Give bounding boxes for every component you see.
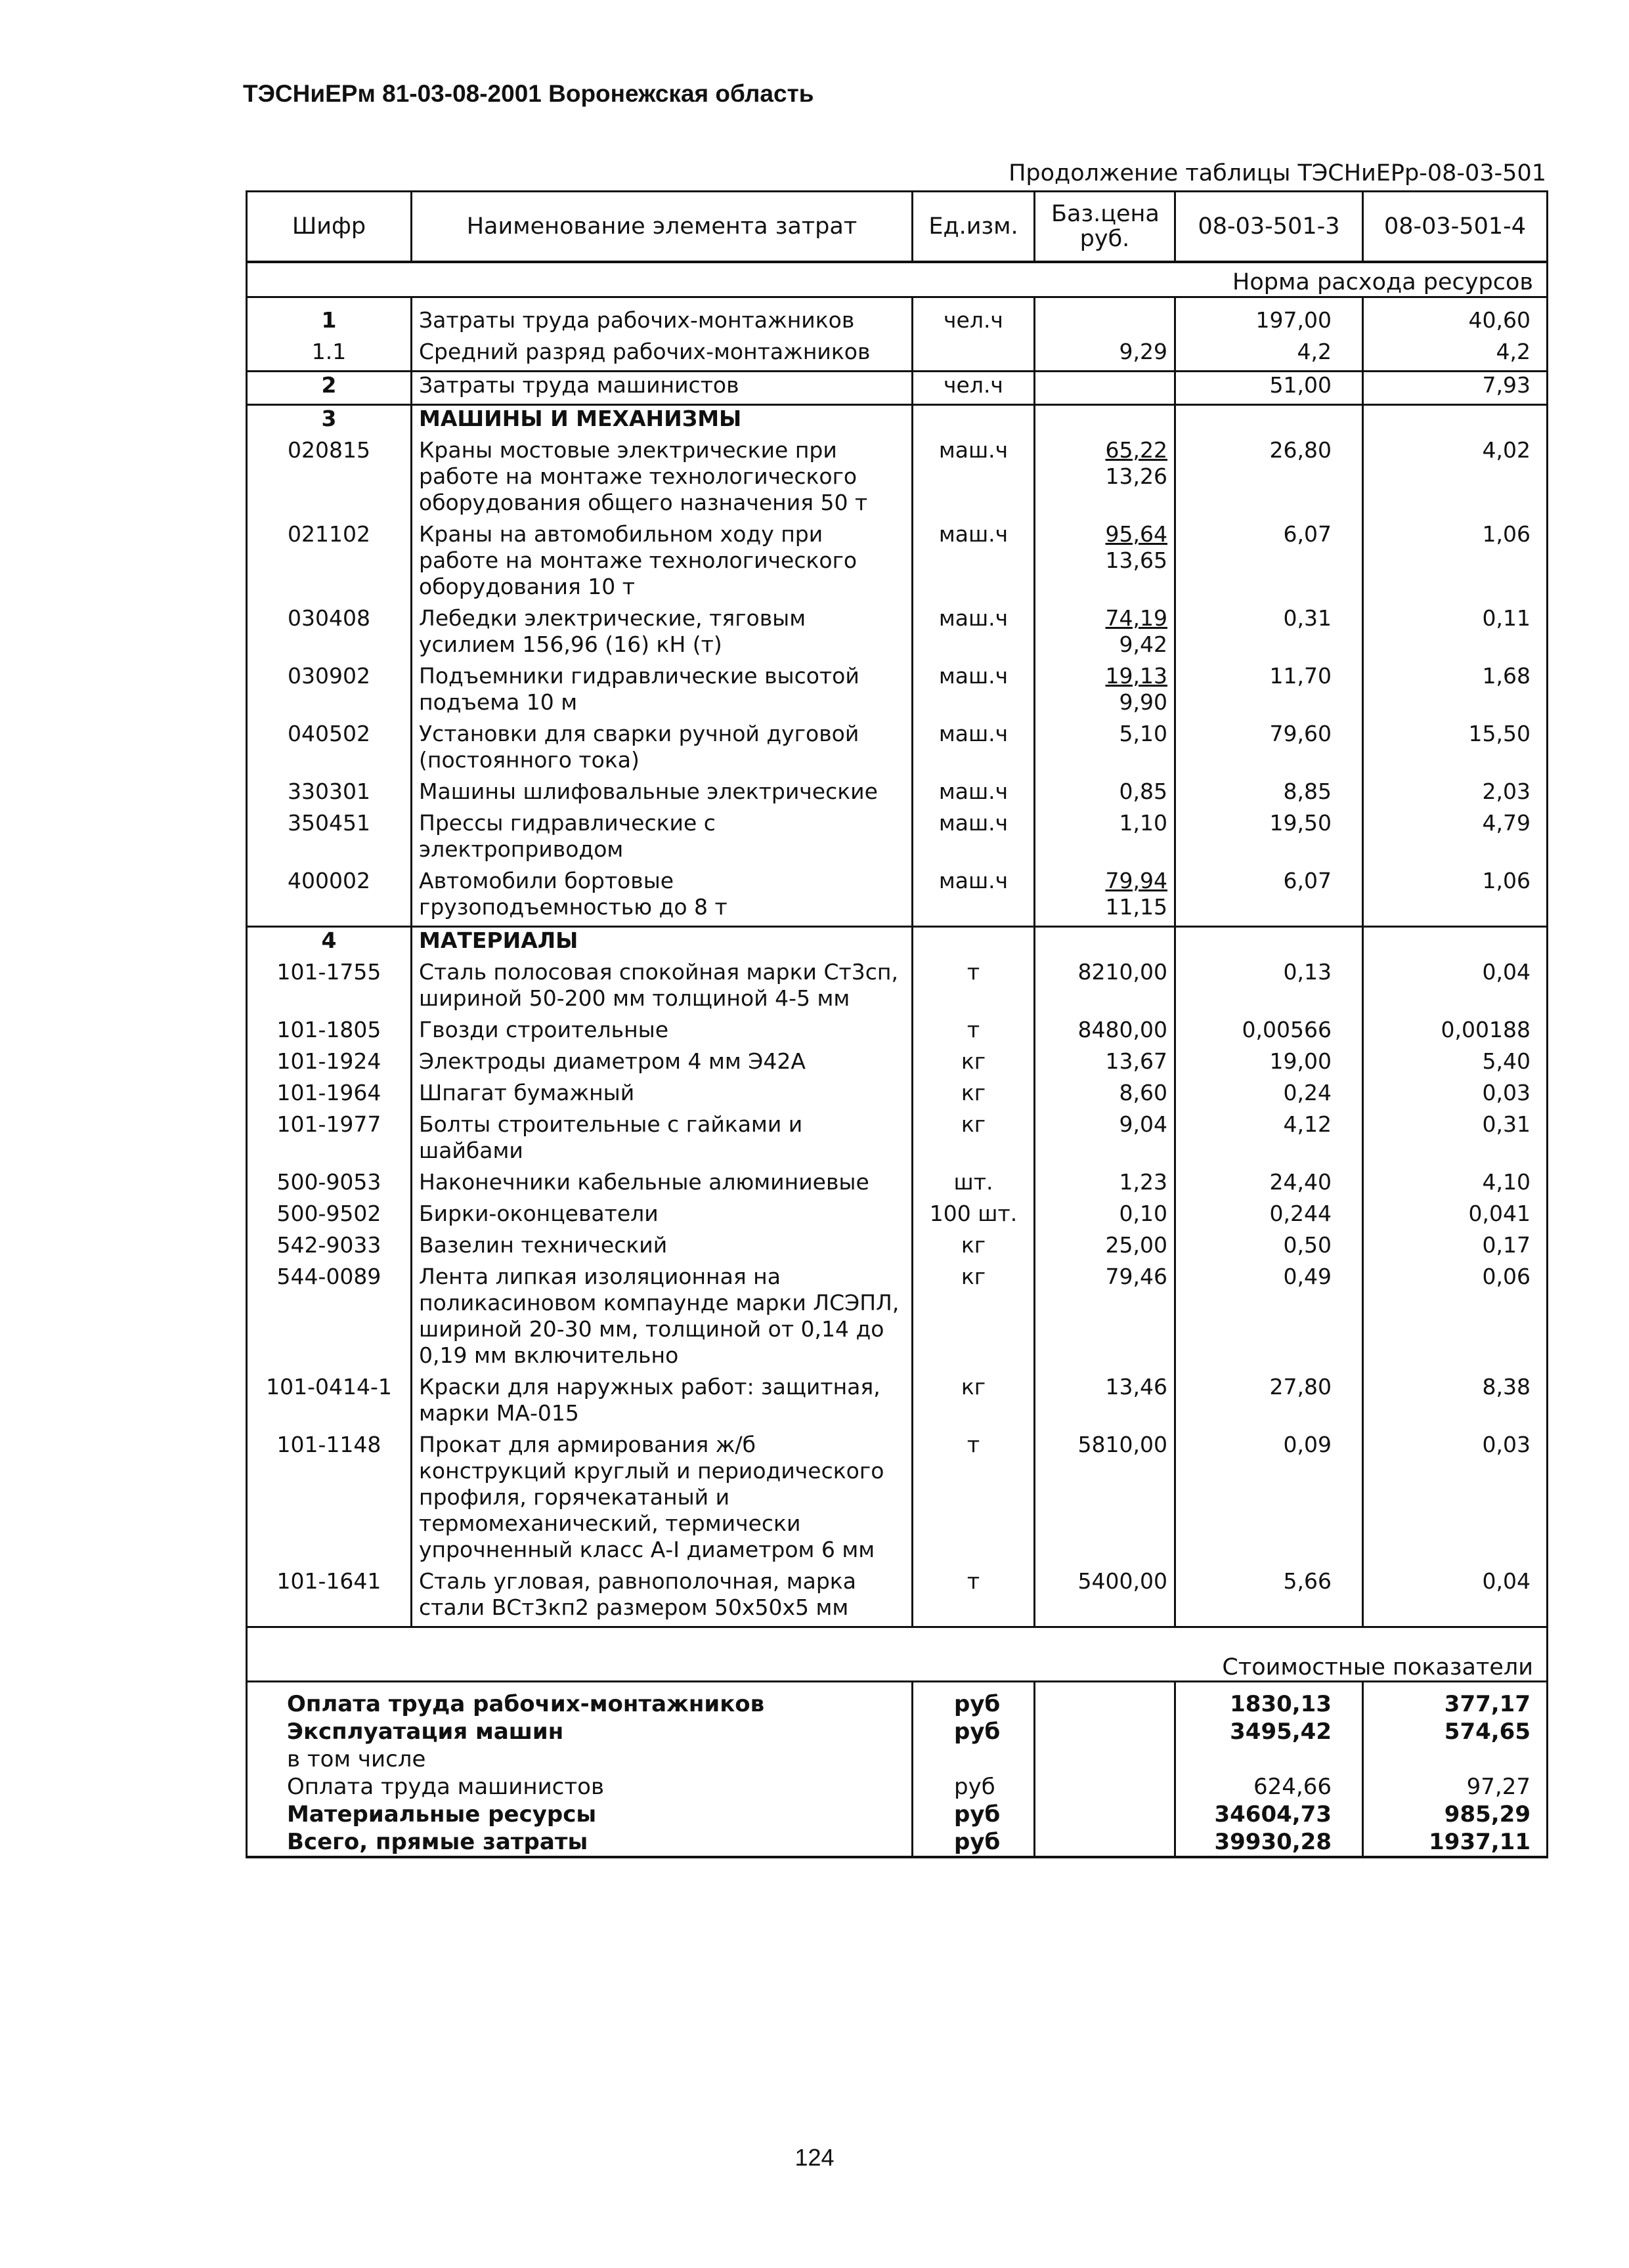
row-value-501-3: 0,49	[1175, 1264, 1363, 1374]
row-value-501-4: 4,79	[1363, 810, 1548, 868]
row-price	[1035, 437, 1175, 521]
row-name: Гвозди строительные	[412, 1017, 913, 1048]
price-base: 8210,00	[1077, 959, 1167, 985]
row-name: Автомобили бортовые грузоподъемностью до 8 т	[412, 868, 913, 927]
summary-value-501-4: 1937,11	[1363, 1828, 1548, 1857]
row-unit: кг	[913, 1264, 1035, 1374]
row-value-501-3	[1175, 405, 1363, 438]
summary-row	[247, 1745, 1548, 1773]
table-row	[247, 297, 1548, 339]
col-header-08-03-501-3: 08-03-501-3	[1175, 192, 1363, 263]
row-value-501-4: 1,06	[1363, 521, 1548, 605]
row-code: 3	[247, 405, 412, 438]
summary-empty-cell	[1035, 1682, 1175, 1719]
table-row	[247, 1201, 1548, 1232]
row-price	[1035, 1080, 1175, 1111]
row-code: 101-1148	[247, 1432, 412, 1568]
row-code: 020815	[247, 437, 412, 521]
row-price	[1035, 721, 1175, 779]
row-code: 544-0089	[247, 1264, 412, 1374]
table-row	[247, 663, 1548, 721]
row-unit: т	[913, 1432, 1035, 1568]
table-row	[247, 868, 1548, 927]
price-base: 74,19	[1105, 605, 1167, 631]
price-base: 1,10	[1119, 810, 1167, 836]
row-value-501-3: 11,70	[1175, 663, 1363, 721]
row-unit: шт.	[913, 1169, 1035, 1201]
row-unit: маш.ч	[913, 521, 1035, 605]
row-value-501-4: 0,03	[1363, 1432, 1548, 1568]
row-code: 4	[247, 927, 412, 960]
row-unit	[913, 927, 1035, 960]
table-row	[247, 1017, 1548, 1048]
row-name: Краны на автомобильном ходу при работе на монтаже технологического оборудования 10 т	[412, 521, 913, 605]
row-name: Сталь угловая, равнополочная, марка стали ВСт3кп2 размером 50х50х5 мм	[412, 1568, 913, 1627]
table-row	[247, 605, 1548, 663]
table-row	[247, 959, 1548, 1017]
col-header-price: Баз.цена руб.	[1035, 192, 1175, 263]
table-row	[247, 405, 1548, 438]
price-base: 0,85	[1119, 779, 1167, 804]
summary-value-501-4	[1363, 1745, 1548, 1773]
row-name: МАТЕРИАЛЫ	[412, 927, 913, 960]
row-name: Шпагат бумажный	[412, 1080, 913, 1111]
row-code: 400002	[247, 868, 412, 927]
norm-header: Норма расхода ресурсов	[247, 262, 1548, 297]
price-base: 79,46	[1105, 1264, 1167, 1289]
price-base: 8,60	[1119, 1080, 1167, 1105]
row-value-501-4: 0,11	[1363, 605, 1548, 663]
row-price	[1035, 1017, 1175, 1048]
summary-label: в том числе	[247, 1745, 913, 1773]
summary-value-501-4: 985,29	[1363, 1801, 1548, 1828]
row-value-501-3: 79,60	[1175, 721, 1363, 779]
row-price	[1035, 1432, 1175, 1568]
price-base: 13,46	[1105, 1374, 1167, 1400]
table-row	[247, 437, 1548, 521]
row-name: Лебедки электрические, тяговым усилием 156,96 (16) кН (т)	[412, 605, 913, 663]
summary-value-501-4: 97,27	[1363, 1773, 1548, 1801]
row-value-501-3: 0,50	[1175, 1232, 1363, 1264]
row-code: 030408	[247, 605, 412, 663]
table-continuation-note: Продолжение таблицы ТЭСНиЕРр-08-03-501	[1009, 160, 1546, 186]
table-row	[247, 1232, 1548, 1264]
row-value-501-3: 0,31	[1175, 605, 1363, 663]
table-row	[247, 779, 1548, 810]
summary-label: Оплата труда машинистов	[247, 1773, 913, 1801]
col-header-name: Наименование элемента затрат	[412, 192, 913, 263]
row-code: 1.1	[247, 339, 412, 372]
table-row	[247, 721, 1548, 779]
row-unit: кг	[913, 1048, 1035, 1080]
row-value-501-4: 2,03	[1363, 779, 1548, 810]
row-price	[1035, 810, 1175, 868]
summary-unit: руб	[913, 1773, 1035, 1801]
row-name: Сталь полосовая спокойная марки Ст3сп, шириной 50-200 мм толщиной 4-5 мм	[412, 959, 913, 1017]
cost-header-row	[247, 1627, 1548, 1682]
row-name: Краски для наружных работ: защитная, марки МА-015	[412, 1374, 913, 1432]
summary-unit	[913, 1745, 1035, 1773]
row-value-501-3: 6,07	[1175, 868, 1363, 927]
row-code: 1	[247, 297, 412, 339]
table-row	[247, 1374, 1548, 1432]
row-value-501-4: 0,04	[1363, 1568, 1548, 1627]
row-price	[1035, 1169, 1175, 1201]
summary-label: Оплата труда рабочих-монтажников	[247, 1682, 913, 1719]
table-row	[247, 1568, 1548, 1627]
price-base: 5810,00	[1077, 1432, 1167, 1457]
price-base: 5,10	[1119, 721, 1167, 746]
row-unit: маш.ч	[913, 721, 1035, 779]
row-price	[1035, 927, 1175, 960]
row-value-501-4: 0,31	[1363, 1111, 1548, 1169]
row-value-501-3: 0,13	[1175, 959, 1363, 1017]
row-unit: кг	[913, 1080, 1035, 1111]
row-unit: кг	[913, 1232, 1035, 1264]
price-base: 79,94	[1105, 868, 1167, 893]
table-row	[247, 1432, 1548, 1568]
row-price	[1035, 1374, 1175, 1432]
row-value-501-3: 4,2	[1175, 339, 1363, 372]
row-name: Бирки-оконцеватели	[412, 1201, 913, 1232]
row-code: 101-1755	[247, 959, 412, 1017]
row-value-501-3: 8,85	[1175, 779, 1363, 810]
row-value-501-4: 0,04	[1363, 959, 1548, 1017]
row-value-501-3: 0,09	[1175, 1432, 1363, 1568]
row-price	[1035, 1264, 1175, 1374]
row-name: МАШИНЫ И МЕХАНИЗМЫ	[412, 405, 913, 438]
row-name: Прессы гидравлические с электроприводом	[412, 810, 913, 868]
price-base: 8480,00	[1077, 1017, 1167, 1042]
row-code: 040502	[247, 721, 412, 779]
row-code: 500-9053	[247, 1169, 412, 1201]
row-value-501-4: 0,00188	[1363, 1017, 1548, 1048]
table-row	[247, 1169, 1548, 1201]
row-value-501-3: 0,244	[1175, 1201, 1363, 1232]
row-name: Подъемники гидравлические высотой подъема 10 м	[412, 663, 913, 721]
row-value-501-3: 19,00	[1175, 1048, 1363, 1080]
row-value-501-4: 4,2	[1363, 339, 1548, 372]
table-header-row	[247, 192, 1548, 263]
table-row	[247, 521, 1548, 605]
row-value-501-4: 0,041	[1363, 1201, 1548, 1232]
row-value-501-4: 0,17	[1363, 1232, 1548, 1264]
row-code: 101-1805	[247, 1017, 412, 1048]
row-code: 350451	[247, 810, 412, 868]
row-value-501-4: 5,40	[1363, 1048, 1548, 1080]
row-unit: маш.ч	[913, 810, 1035, 868]
row-value-501-4: 4,02	[1363, 437, 1548, 521]
row-unit: т	[913, 1017, 1035, 1048]
summary-row	[247, 1828, 1548, 1857]
summary-empty-cell	[1035, 1745, 1175, 1773]
row-value-501-3	[1175, 927, 1363, 960]
row-name: Прокат для армирования ж/б конструкций круглый и периодического профиля, горячекатаный и термомеханический, термически упрочненный класс А-I диаметром 6 мм	[412, 1432, 913, 1568]
row-name: Установки для сварки ручной дуговой (постоянного тока)	[412, 721, 913, 779]
row-value-501-4	[1363, 405, 1548, 438]
cost-header: Стоимостные показатели	[247, 1627, 1548, 1682]
row-unit: т	[913, 959, 1035, 1017]
price-labor: 9,90	[1119, 689, 1167, 715]
row-unit: маш.ч	[913, 663, 1035, 721]
col-header-unit: Ед.изм.	[913, 192, 1035, 263]
row-price	[1035, 1048, 1175, 1080]
table-row	[247, 1080, 1548, 1111]
summary-label: Материальные ресурсы	[247, 1801, 913, 1828]
row-price	[1035, 959, 1175, 1017]
row-value-501-4	[1363, 927, 1548, 960]
norm-header-row	[247, 262, 1548, 297]
summary-value-501-3: 34604,73	[1175, 1801, 1363, 1828]
price-base: 1,23	[1119, 1169, 1167, 1195]
row-value-501-4: 0,03	[1363, 1080, 1548, 1111]
price-labor: 9,42	[1119, 631, 1167, 657]
summary-value-501-3: 3495,42	[1175, 1718, 1363, 1745]
summary-label: Эксплуатация машин	[247, 1718, 913, 1745]
row-price	[1035, 1568, 1175, 1627]
row-unit: маш.ч	[913, 605, 1035, 663]
row-value-501-3: 51,00	[1175, 372, 1363, 405]
row-name: Затраты труда машинистов	[412, 372, 913, 405]
row-value-501-3: 5,66	[1175, 1568, 1363, 1627]
row-name: Лента липкая изоляционная на поликасиновом компаунде марки ЛСЭПЛ, шириной 20-30 мм, толщиной от 0,14 до 0,19 мм включительно	[412, 1264, 913, 1374]
price-base: 65,22	[1105, 437, 1167, 463]
price-base: 19,13	[1105, 663, 1167, 689]
summary-value-501-4: 574,65	[1363, 1718, 1548, 1745]
summary-value-501-4: 377,17	[1363, 1682, 1548, 1719]
row-unit	[913, 405, 1035, 438]
row-value-501-3: 24,40	[1175, 1169, 1363, 1201]
row-value-501-4: 7,93	[1363, 372, 1548, 405]
row-value-501-4: 1,06	[1363, 868, 1548, 927]
row-name: Электроды диаметром 4 мм Э42А	[412, 1048, 913, 1080]
row-unit: кг	[913, 1374, 1035, 1432]
row-value-501-4: 0,06	[1363, 1264, 1548, 1374]
row-price	[1035, 868, 1175, 927]
document-header: ТЭСНиЕРм 81-03-08-2001 Воронежская область	[243, 80, 814, 107]
price-base: 9,04	[1119, 1111, 1167, 1137]
summary-unit: руб	[913, 1718, 1035, 1745]
row-unit: 100 шт.	[913, 1201, 1035, 1232]
row-code: 101-1641	[247, 1568, 412, 1627]
row-price	[1035, 405, 1175, 438]
summary-empty-cell	[1035, 1828, 1175, 1857]
row-unit: чел.ч	[913, 372, 1035, 405]
row-value-501-4: 15,50	[1363, 721, 1548, 779]
row-code: 101-1977	[247, 1111, 412, 1169]
row-value-501-4: 40,60	[1363, 297, 1548, 339]
row-name: Наконечники кабельные алюминиевые	[412, 1169, 913, 1201]
table-row	[247, 810, 1548, 868]
table-row	[247, 1048, 1548, 1080]
summary-value-501-3: 39930,28	[1175, 1828, 1363, 1857]
row-value-501-4: 4,10	[1363, 1169, 1548, 1201]
row-name: Машины шлифовальные электрические	[412, 779, 913, 810]
row-code: 2	[247, 372, 412, 405]
row-value-501-3: 19,50	[1175, 810, 1363, 868]
row-code: 101-0414-1	[247, 1374, 412, 1432]
row-unit: т	[913, 1568, 1035, 1627]
row-value-501-4: 1,68	[1363, 663, 1548, 721]
row-price	[1035, 663, 1175, 721]
row-code: 500-9502	[247, 1201, 412, 1232]
row-name: Краны мостовые электрические при работе на монтаже технологического оборудования общего назначения 50 т	[412, 437, 913, 521]
row-code: 101-1924	[247, 1048, 412, 1080]
row-code: 330301	[247, 779, 412, 810]
price-base: 95,64	[1105, 521, 1167, 547]
price-base: 13,67	[1105, 1048, 1167, 1074]
row-unit: маш.ч	[913, 779, 1035, 810]
row-code: 030902	[247, 663, 412, 721]
row-unit: маш.ч	[913, 868, 1035, 927]
row-value-501-3: 26,80	[1175, 437, 1363, 521]
row-name: Затраты труда рабочих-монтажников	[412, 297, 913, 339]
row-unit: чел.ч	[913, 297, 1035, 339]
row-value-501-3: 0,00566	[1175, 1017, 1363, 1048]
row-value-501-3: 197,00	[1175, 297, 1363, 339]
row-price	[1035, 605, 1175, 663]
summary-unit: руб	[913, 1801, 1035, 1828]
summary-value-501-3: 1830,13	[1175, 1682, 1363, 1719]
price-labor: 11,15	[1105, 894, 1167, 920]
summary-empty-cell	[1035, 1718, 1175, 1745]
summary-row	[247, 1801, 1548, 1828]
col-header-code: Шифр	[247, 192, 412, 263]
row-price	[1035, 1201, 1175, 1232]
summary-unit: руб	[913, 1682, 1035, 1719]
page-number: 124	[794, 2144, 835, 2171]
row-price	[1035, 297, 1175, 339]
price-labor: 13,65	[1105, 547, 1167, 573]
row-price	[1035, 521, 1175, 605]
summary-empty-cell	[1035, 1801, 1175, 1828]
row-unit: маш.ч	[913, 437, 1035, 521]
table-row	[247, 372, 1548, 405]
row-value-501-3: 4,12	[1175, 1111, 1363, 1169]
row-code: 101-1964	[247, 1080, 412, 1111]
summary-row	[247, 1718, 1548, 1745]
row-price	[1035, 372, 1175, 405]
row-value-501-3: 27,80	[1175, 1374, 1363, 1432]
summary-label: Всего, прямые затраты	[247, 1828, 913, 1857]
price-base: 25,00	[1105, 1232, 1167, 1258]
row-unit: кг	[913, 1111, 1035, 1169]
row-value-501-3: 6,07	[1175, 521, 1363, 605]
table-row	[247, 1264, 1548, 1374]
price-labor: 13,26	[1105, 463, 1167, 489]
price-base: 5400,00	[1077, 1568, 1167, 1594]
col-header-08-03-501-4: 08-03-501-4	[1363, 192, 1548, 263]
row-name: Средний разряд рабочих-монтажников	[412, 339, 913, 372]
summary-row	[247, 1682, 1548, 1719]
row-value-501-4: 8,38	[1363, 1374, 1548, 1432]
price-base: 9,29	[1119, 339, 1167, 364]
table-row	[247, 339, 1548, 372]
row-code: 021102	[247, 521, 412, 605]
resource-norms-table	[246, 190, 1548, 1858]
row-price	[1035, 1111, 1175, 1169]
summary-value-501-3	[1175, 1745, 1363, 1773]
summary-row	[247, 1773, 1548, 1801]
summary-empty-cell	[1035, 1773, 1175, 1801]
row-code: 542-9033	[247, 1232, 412, 1264]
row-value-501-3: 0,24	[1175, 1080, 1363, 1111]
table-row	[247, 1111, 1548, 1169]
price-base: 0,10	[1119, 1201, 1167, 1226]
summary-unit: руб	[913, 1828, 1035, 1857]
row-name: Вазелин технический	[412, 1232, 913, 1264]
row-price	[1035, 779, 1175, 810]
row-name: Болты строительные с гайками и шайбами	[412, 1111, 913, 1169]
row-unit	[913, 339, 1035, 372]
summary-value-501-3: 624,66	[1175, 1773, 1363, 1801]
row-price	[1035, 1232, 1175, 1264]
table-row	[247, 927, 1548, 960]
row-price	[1035, 339, 1175, 372]
